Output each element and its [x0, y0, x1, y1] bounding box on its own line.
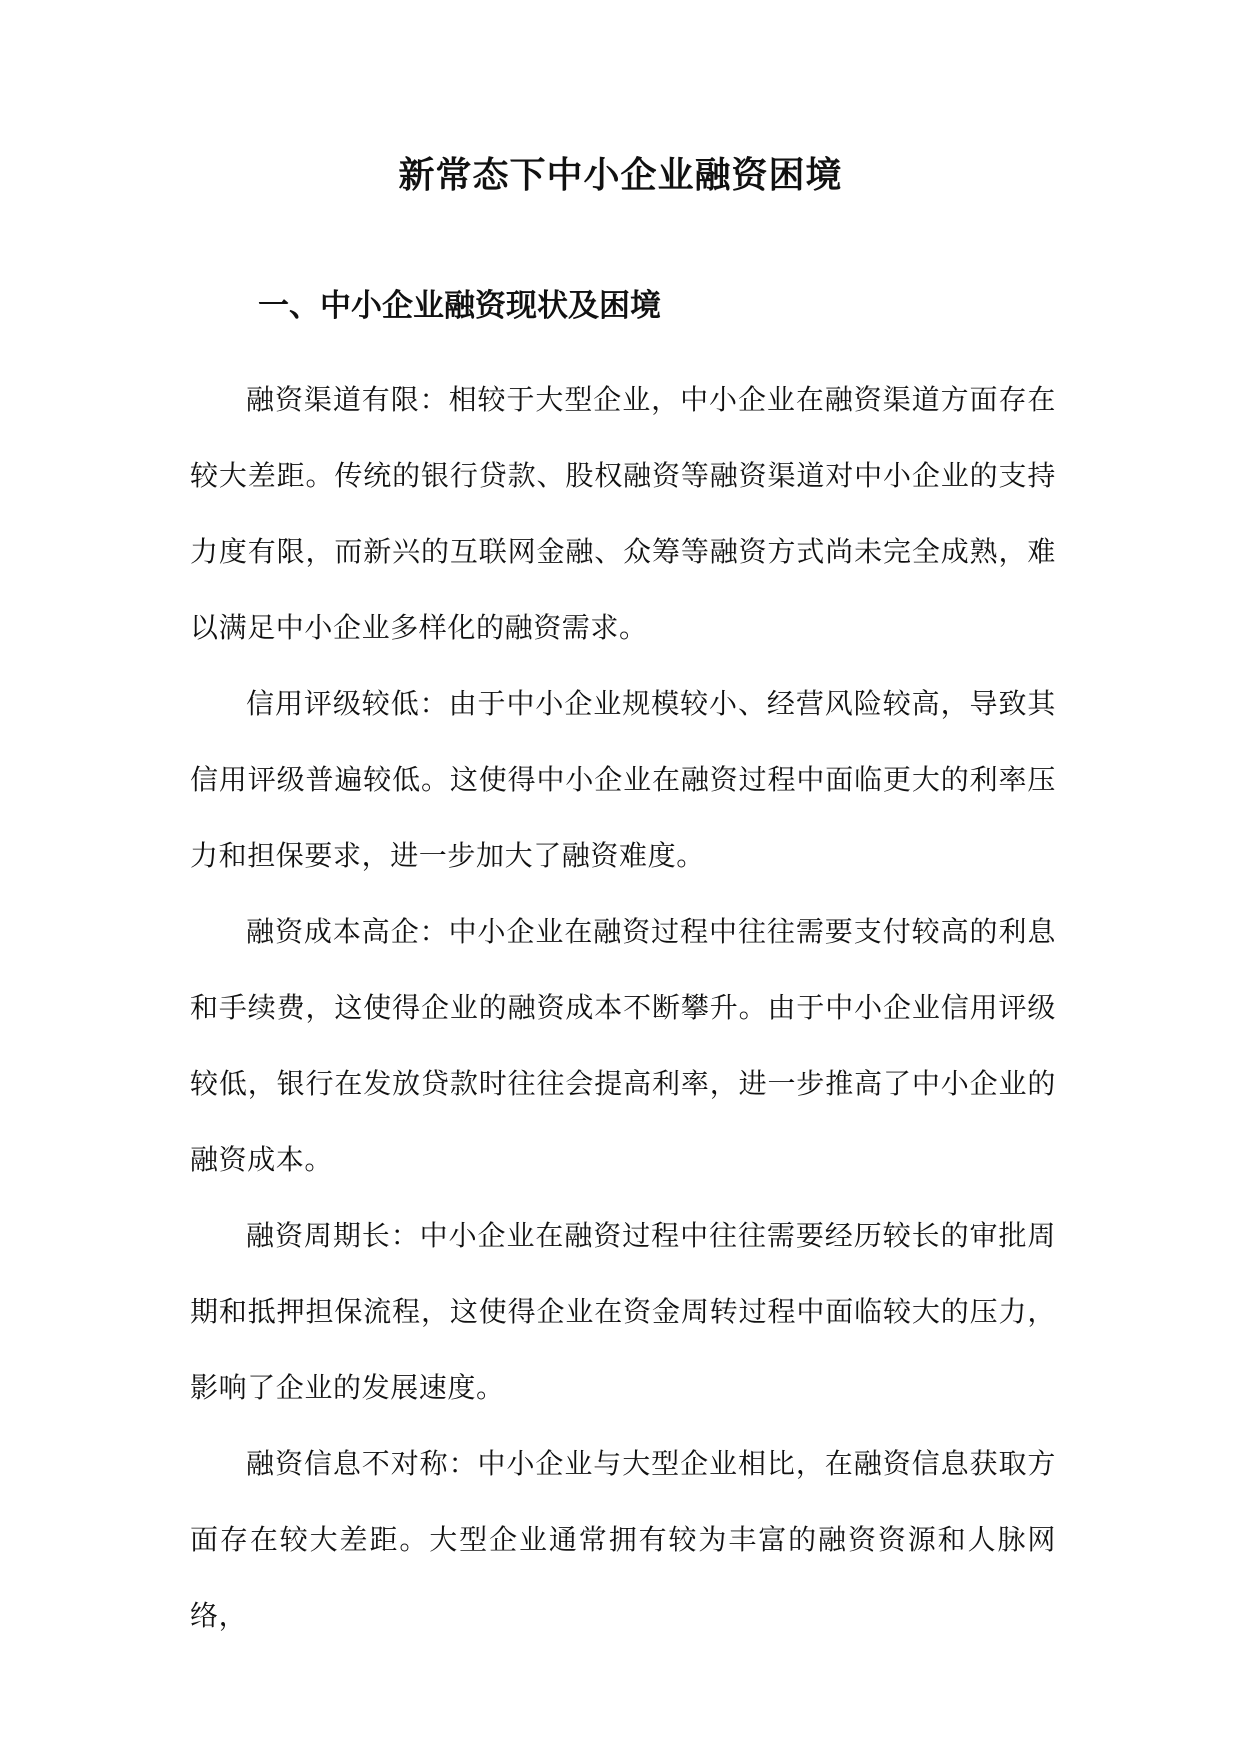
section-heading: 一、中小企业融资现状及困境	[258, 288, 661, 324]
paragraph: 融资周期长：中小企业在融资过程中往往需要经历较长的审批周期和抵押担保流程，这使得企业在资金周转过程中面临较大的压力，影响了企业的发展速度。	[190, 1219, 1056, 1404]
paragraph: 信用评级较低：由于中小企业规模较小、经营风险较高，导致其信用评级普遍较低。这使得中小企业在融资过程中面临更大的利率压力和担保要求，进一步加大了融资难度。	[190, 687, 1056, 872]
paragraph: 融资渠道有限：相较于大型企业，中小企业在融资渠道方面存在较大差距。传统的银行贷款、股权融资等融资渠道对中小企业的支持力度有限，而新兴的互联网金融、众筹等融资方式尚未完全成熟，难以满足中小企业多样化的融资需求。	[190, 383, 1056, 644]
document-title: 新常态下中小企业融资困境	[398, 154, 843, 196]
body-text	[190, 362, 1056, 1654]
paragraph: 融资成本高企：中小企业在融资过程中往往需要支付较高的利息和手续费，这使得企业的融资成本不断攀升。由于中小企业信用评级较低，银行在发放贷款时往往会提高利率，进一步推高了中小企业的融资成本。	[190, 915, 1056, 1176]
paragraph: 融资信息不对称：中小企业与大型企业相比，在融资信息获取方面存在较大差距。大型企业通常拥有较为丰富的融资资源和人脉网络，	[190, 1447, 1056, 1632]
